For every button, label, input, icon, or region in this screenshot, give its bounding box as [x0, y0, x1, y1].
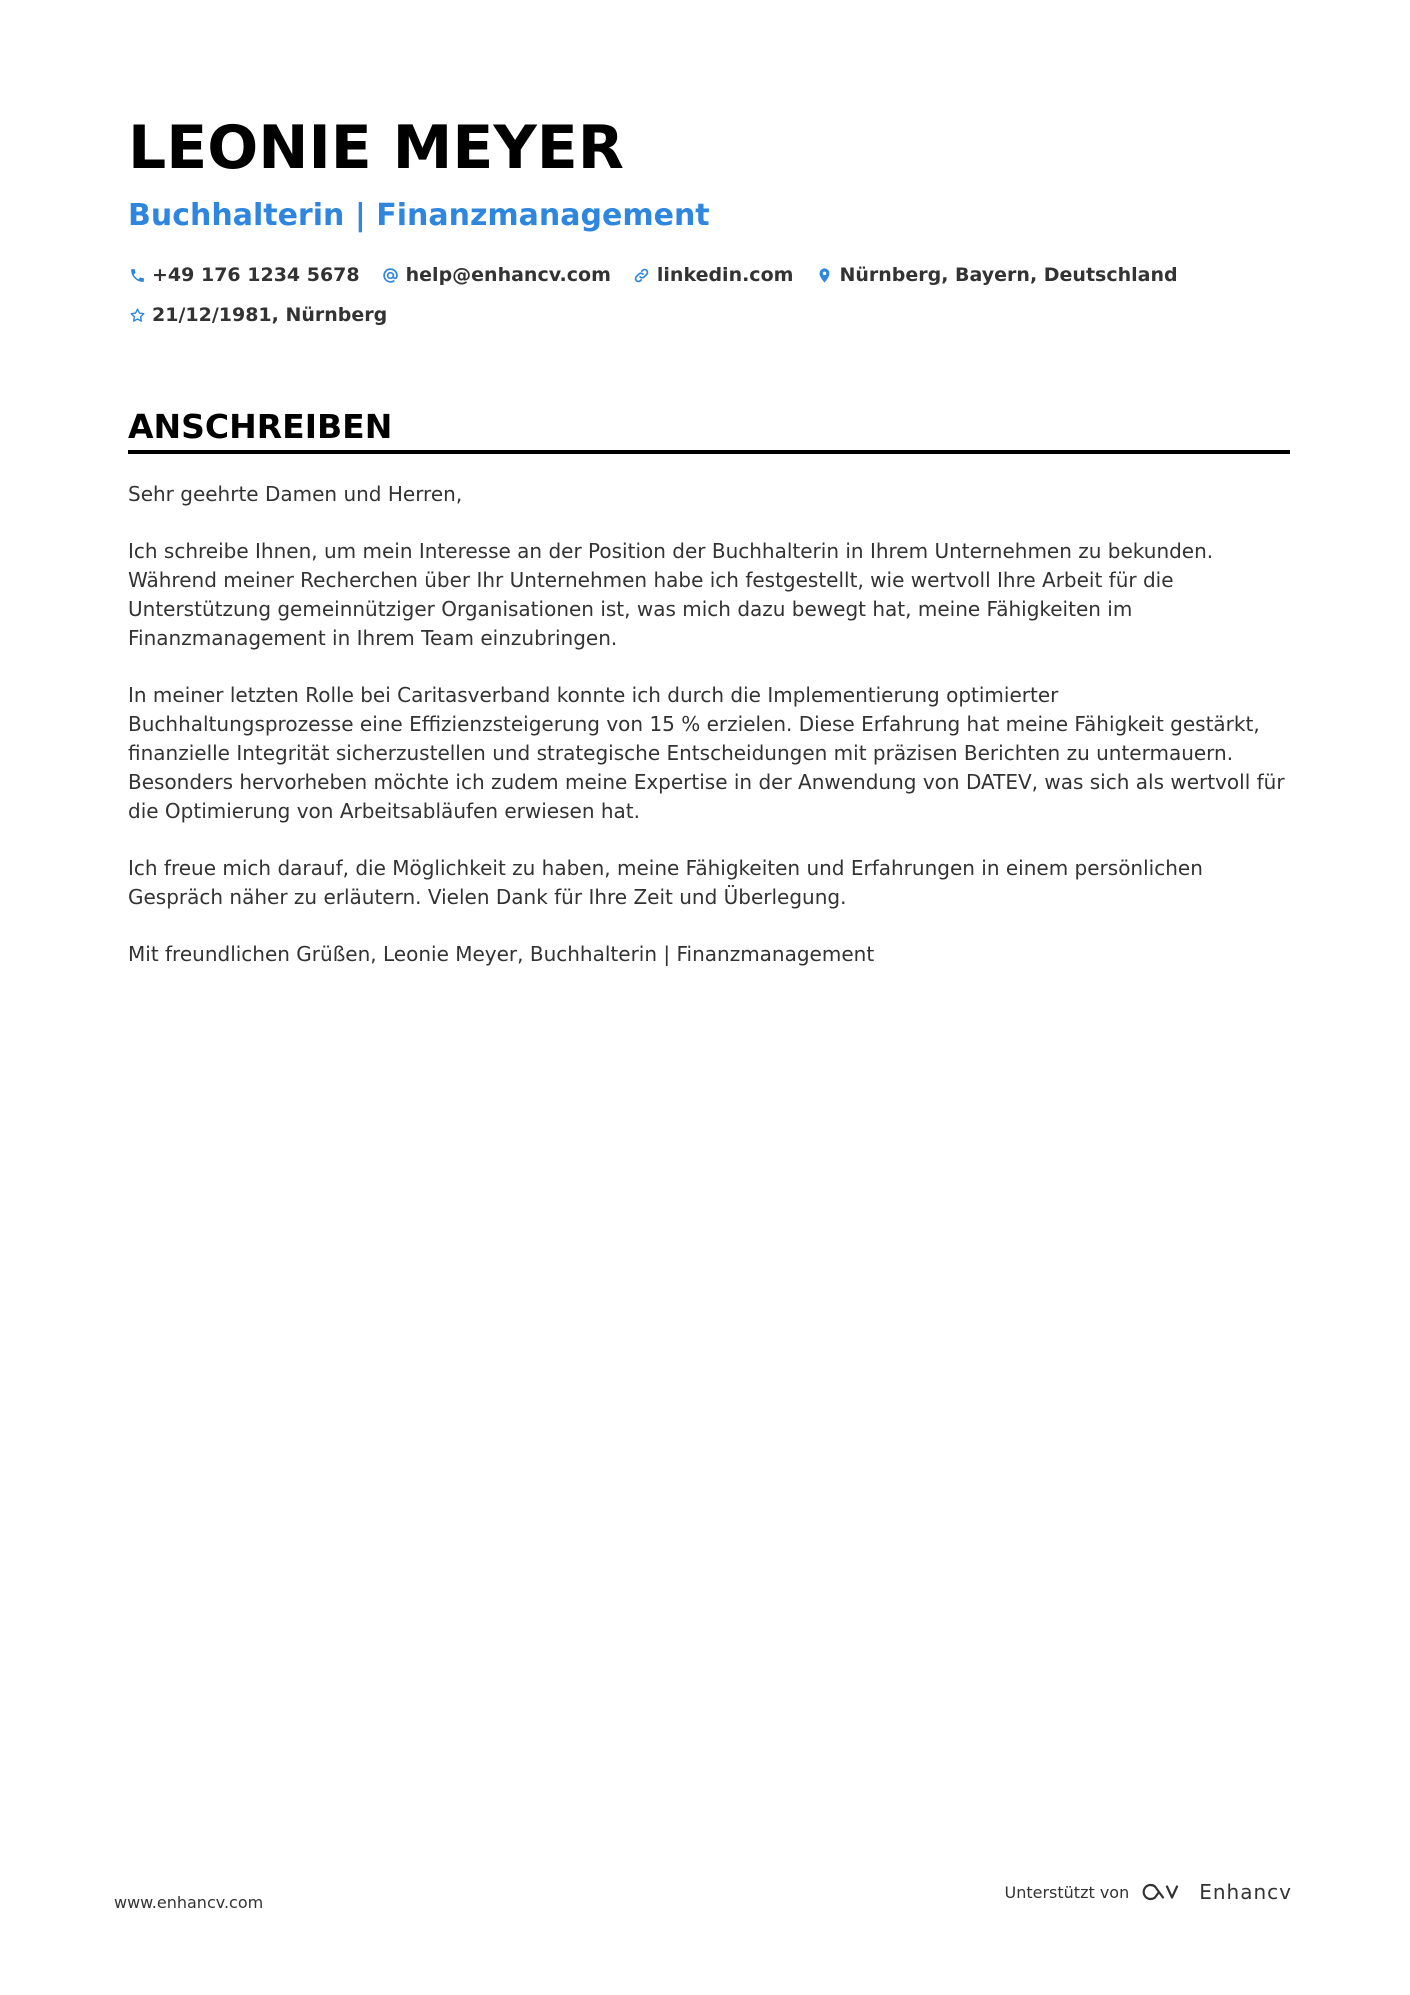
- contact-location: [815, 260, 1177, 290]
- link-icon: [633, 266, 651, 284]
- contact-birth-text: 21/12/1981, Nürnberg: [152, 304, 388, 326]
- footer-powered-by: [1005, 1880, 1293, 1904]
- letter-closing: Mit freundlichen Grüßen, Leonie Meyer, Buchhalterin | Finanzmanagement: [128, 942, 875, 966]
- brand-name: Enhancv: [1199, 1880, 1292, 1904]
- letter-paragraph: In meiner letzten Rolle bei Caritasverband konnte ich durch die Implementierung optimierter Buchhaltungsprozesse eine Effizienzsteigerung von 15 % erzielen. Diese Erfahrung hat meine Fähigkeit gestärkt, finanzielle Integrität sicherzustellen und strategische Entscheidungen mit präzisen Berichten zu untermauern. Besonders hervorheben möchte ich zudem meine Expertise in der Anwendung von DATEV, was sich als wertvoll für die Optimierung von Arbeitsabläufen erwiesen hat.: [128, 683, 1285, 823]
- contact-email[interactable]: [382, 260, 611, 290]
- candidate-name: LEONIE MEYER: [128, 113, 624, 183]
- contact-linkedin-text: linkedin.com: [656, 264, 794, 286]
- contact-birth: [128, 300, 387, 330]
- contact-email-text: help@enhancv.com: [405, 264, 611, 286]
- powered-by-label: Unterstützt von: [1004, 1882, 1130, 1902]
- contact-linkedin[interactable]: [633, 260, 794, 290]
- footer-website[interactable]: www.enhancv.com: [114, 1893, 264, 1912]
- phone-icon: [128, 266, 146, 284]
- letter-paragraph: Ich schreibe Ihnen, um mein Interesse an der Position der Buchhalterin in Ihrem Unternehmen zu bekunden. Während meiner Recherchen über Ihr Unternehmen habe ich festgestellt, wie wertvoll Ihre Arbeit für die Unterstützung gemeinnütziger Organisationen ist, was mich dazu bewegt hat, meine Fähigkeiten im Finanzmanagement in Ihrem Team einzubringen.: [128, 539, 1214, 650]
- contact-phone-text: +49 176 1234 5678: [152, 264, 360, 286]
- letter-paragraph: Ich freue mich darauf, die Möglichkeit zu haben, meine Fähigkeiten und Erfahrungen in einem persönlichen Gespräch näher zu erläutern. Vielen Dank für Ihre Zeit und Überlegung.: [128, 856, 1203, 909]
- at-icon: [382, 266, 400, 284]
- contact-list: [128, 260, 1188, 330]
- section-divider: [128, 450, 1290, 454]
- letter-salutation: Sehr geehrte Damen und Herren,: [128, 482, 463, 506]
- contact-phone[interactable]: [128, 260, 360, 290]
- section-title: ANSCHREIBEN: [128, 407, 393, 446]
- cover-letter-section: [128, 404, 1290, 997]
- contact-location-text: Nürnberg, Bayern, Deutschland: [839, 264, 1178, 286]
- letter-body: [128, 480, 1290, 969]
- enhancv-logo-icon[interactable]: [1141, 1880, 1187, 1904]
- header: [128, 106, 1288, 330]
- star-icon: [128, 306, 146, 324]
- candidate-title: Buchhalterin | Finanzmanagement: [128, 198, 710, 233]
- location-pin-icon: [815, 266, 833, 284]
